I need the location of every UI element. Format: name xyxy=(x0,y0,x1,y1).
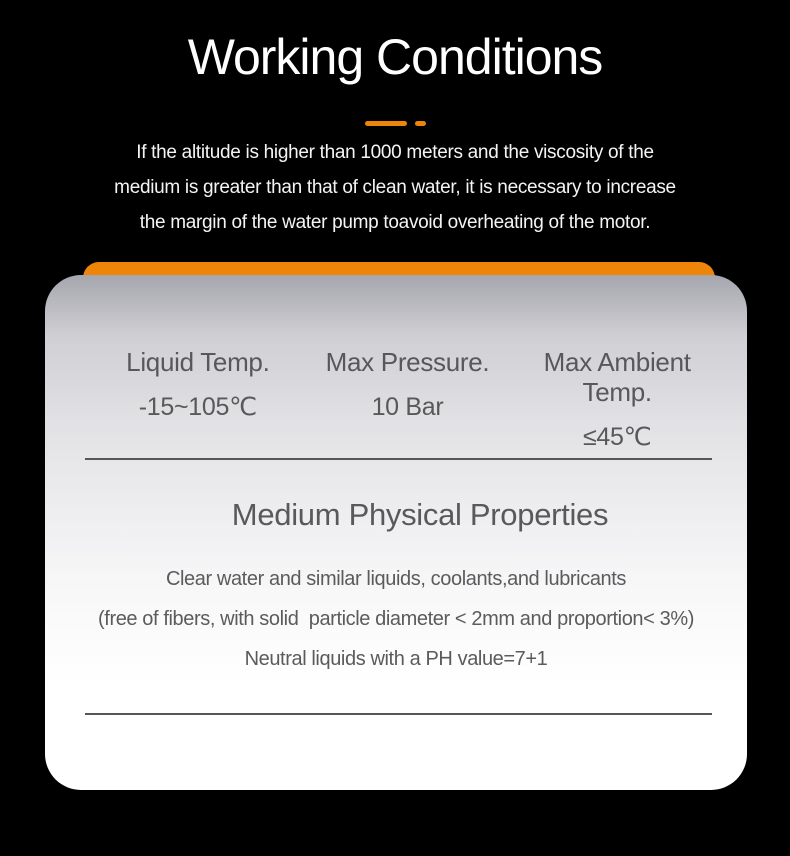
spec-max-pressure xyxy=(303,347,513,452)
specs-card xyxy=(45,275,747,790)
section-title: Medium Physical Properties xyxy=(231,497,609,532)
spec-label: Liquid Temp. xyxy=(126,347,270,377)
intro-line: If the altitude is higher than 1000 meters and the viscosity of the xyxy=(136,142,654,163)
spec-value: ≤45℃ xyxy=(582,423,652,451)
intro-line: medium is greater than that of clean water, it is necessary to increase xyxy=(114,177,676,198)
divider-dash-short-icon xyxy=(415,121,426,126)
intro-paragraph xyxy=(0,135,790,240)
spec-max-ambient-temp xyxy=(512,347,722,452)
section-line: (free of fibers, with solid particle diameter < 2mm and proportion< 3%) xyxy=(98,608,694,630)
page-title: Working Conditions xyxy=(187,29,603,85)
card-divider-bottom xyxy=(85,713,712,715)
spec-label: Max Ambient Temp. xyxy=(543,347,691,407)
specs-row xyxy=(93,347,722,452)
spec-liquid-temp xyxy=(93,347,303,452)
spec-value: 10 Bar xyxy=(371,393,444,421)
intro-line: the margin of the water pump toavoid overheating of the motor. xyxy=(139,212,651,233)
section-line: Neutral liquids with a PH value=7+1 xyxy=(244,648,548,670)
card-divider-top xyxy=(85,458,712,460)
section-line: Clear water and similar liquids, coolants,and lubricants xyxy=(165,568,627,590)
spec-value: -15~105℃ xyxy=(138,393,257,421)
section-body xyxy=(45,559,747,679)
divider-dash-long-icon xyxy=(365,121,407,126)
spec-label: Max Pressure. xyxy=(325,347,490,377)
title-accent-divider xyxy=(0,121,790,126)
